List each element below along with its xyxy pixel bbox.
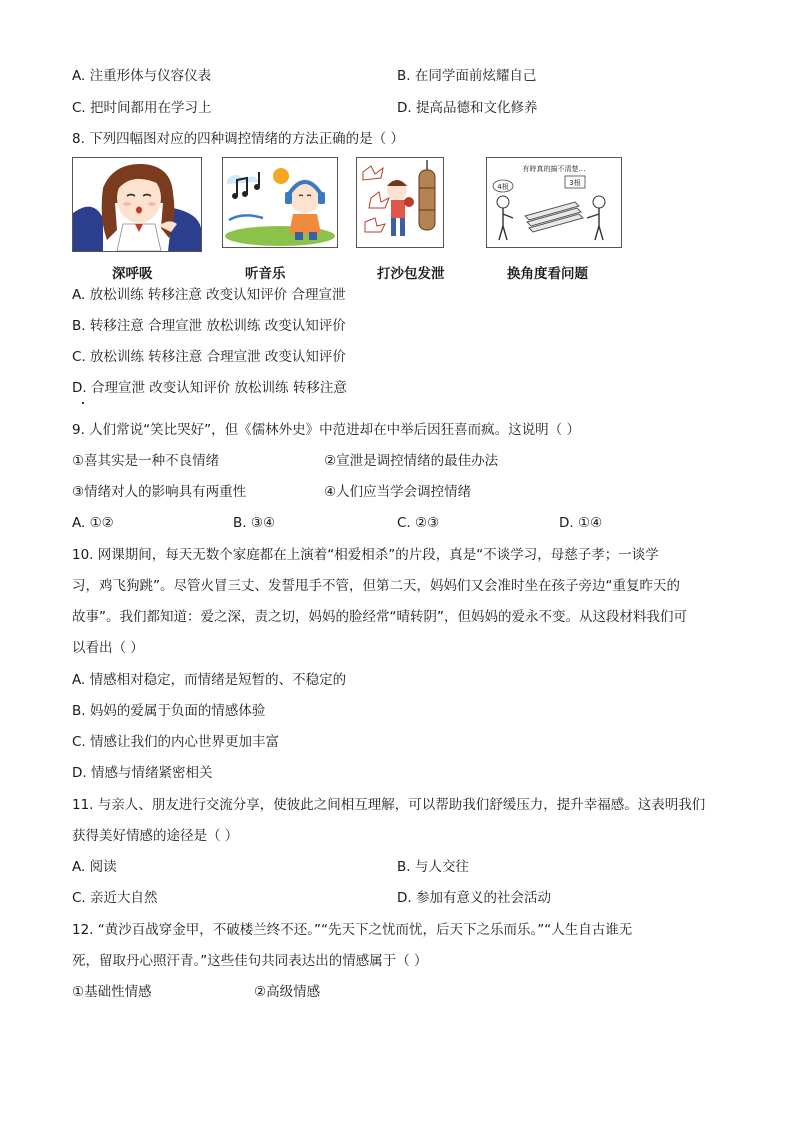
q8-option-b: B. 转移注意 合理宣泄 放松训练 改变认知评价 [72,318,346,334]
q10-line-2: 习，鸡飞狗跳”。尽管火冒三丈、发誓甩手不管，但第二天，妈妈们又会准时坐在孩子旁边“重复昨天的 [72,578,680,594]
q8-stem: 8. 下列四幅图对应的四种调控情绪的方法正确的是（ ） [72,131,404,147]
q7-option-b: B. 在同学面前炫耀自己 [397,68,537,84]
q7-option-d: D. 提高品德和文化修养 [397,100,538,116]
q10-option-b: B. 妈妈的爱属于负面的情感体验 [72,703,266,719]
stray-dot [82,402,84,404]
q10-line-3: 故事”。我们都知道：爱之深，责之切，妈妈的脸经常“晴转阴”，但妈妈的爱永不变。从这段材料我们可 [72,609,687,625]
left-bubble-text: 4根 [497,183,509,191]
q10-line-4: 以看出（ ） [72,640,144,656]
punching-bag-image [356,157,444,248]
q9-option-b: B. ③④ [233,515,276,531]
q11-line-2: 获得美好情感的途径是（ ） [72,828,239,844]
q11-line-1: 11. 与亲人、朋友进行交流分享，使彼此之间相互理解，可以帮助我们舒缓压力，提升幸福感。这表明我们 [72,797,706,813]
q9-item-2: ②宣泄是调控情绪的最佳办法 [324,453,499,469]
q10-option-a: A. 情感相对稳定，而情绪是短暂的、不稳定的 [72,672,347,688]
q9-option-a: A. ①② [72,515,114,531]
q9-item-1: ①喜其实是一种不良情绪 [72,453,220,469]
q9-item-3: ③情绪对人的影响具有两重性 [72,484,247,500]
q9-option-c: C. ②③ [397,515,440,531]
q10-option-c: C. 情感让我们的内心世界更加丰富 [72,734,280,750]
q12-line-2: 死，留取丹心照汗青。”这些佳句共同表达出的情感属于（ ） [72,953,428,969]
music-image [222,157,338,248]
caption-music: 听音乐 [245,266,286,282]
q11-option-a: A. 阅读 [72,859,117,875]
q10-line-1: 10. 网课期间，每天无数个家庭都在上演着“相爱相杀”的片段，真是“不谈学习，母慈子孝；一谈学 [72,547,659,563]
q8-option-c: C. 放松训练 转移注意 合理宣泄 改变认知评价 [72,349,346,365]
perspective-title: 有時真的搞不清楚… [522,165,586,173]
deep-breath-image [72,157,202,252]
q11-option-b: B. 与人交往 [397,859,469,875]
q9-stem: 9. 人们常说“笑比哭好”，但《儒林外史》中范进却在中举后因狂喜而疯。这说明（ ） [72,422,580,438]
caption-punching-bag: 打沙包发泄 [377,266,445,282]
q12-line-1: 12. “黄沙百战穿金甲，不破楼兰终不还。”“先天下之忧而忧，后天下之乐而乐。”“人生自古谁无 [72,922,633,938]
caption-perspective: 换角度看问题 [507,266,588,282]
perspective-image [486,157,622,248]
q11-option-d: D. 参加有意义的社会活动 [397,890,551,906]
q9-option-d: D. ①④ [559,515,603,531]
q8-option-d: D. 合理宣泄 改变认知评价 放松训练 转移注意 [72,380,347,396]
caption-deep-breath: 深呼吸 [112,266,153,282]
q8-option-a: A. 放松训练 转移注意 改变认知评价 合理宣泄 [72,287,346,303]
q9-item-4: ④人们应当学会调控情绪 [324,484,472,500]
q10-option-d: D. 情感与情绪紧密相关 [72,765,213,781]
right-bubble-text: 3根 [569,179,581,187]
q7-option-c: C. 把时间都用在学习上 [72,100,212,116]
q11-option-c: C. 亲近大自然 [72,890,158,906]
q7-option-a: A. 注重形体与仪容仪表 [72,68,212,84]
q12-item-1: ①基础性情感 [72,984,152,1000]
q12-item-2: ②高级情感 [254,984,321,1000]
